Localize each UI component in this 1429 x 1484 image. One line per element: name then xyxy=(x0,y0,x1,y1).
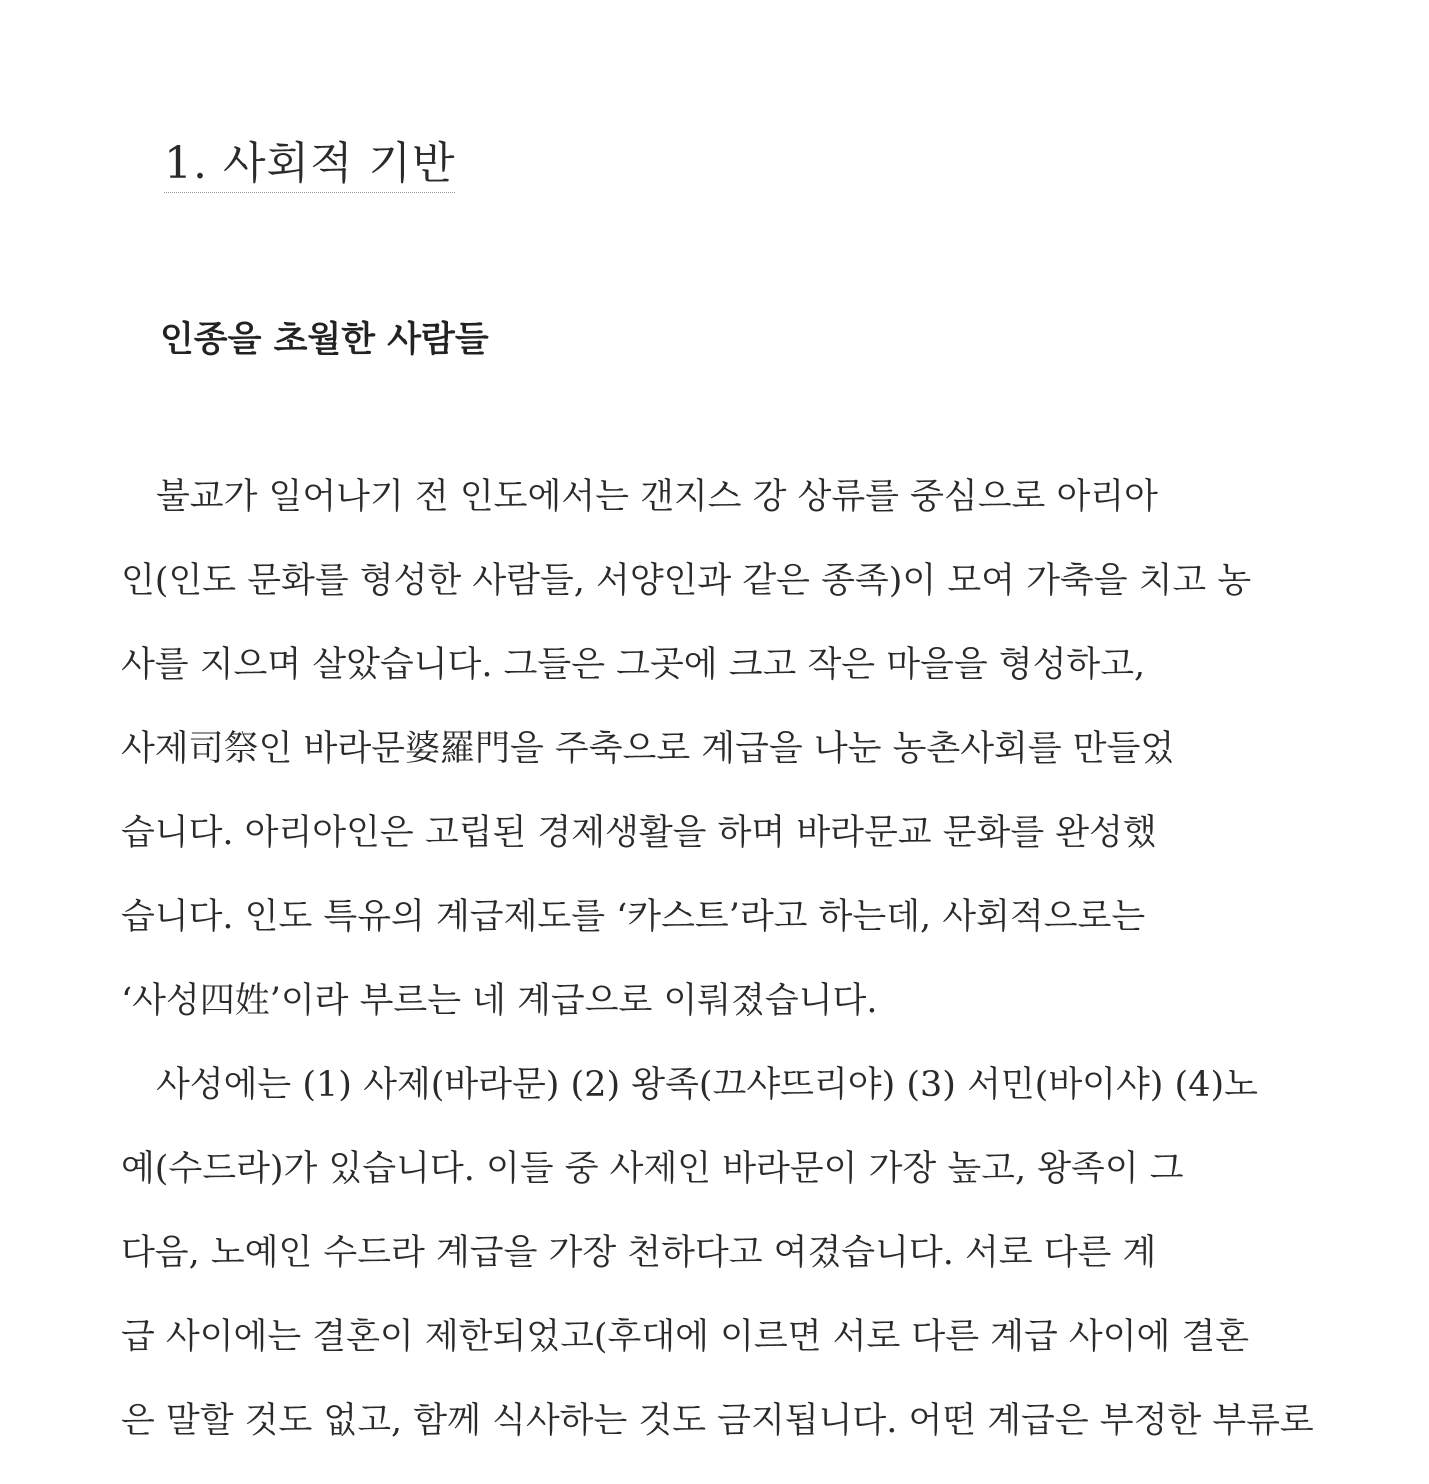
body-text xyxy=(121,455,1333,1463)
body-line: ‘사성四姓’이라 부르는 네 계급으로 이뤄졌습니다. xyxy=(121,981,878,1021)
body-line: 다음, 노예인 수드라 계급을 가장 천하다고 여겼습니다. 서로 다른 계 xyxy=(121,1233,1157,1273)
body-line: 인(인도 문화를 형성한 사람들, 서양인과 같은 종족)이 모여 가축을 치고 농 xyxy=(121,561,1252,601)
body-line: 사제司祭인 바라문婆羅門을 주축으로 계급을 나눈 농촌사회를 만들었 xyxy=(121,729,1175,769)
body-line: 사성에는 (1) 사제(바라문) (2) 왕족(끄샤뜨리야) (3) 서민(바이샤) (4)노 xyxy=(121,1065,1258,1105)
body-line: 불교가 일어나기 전 인도에서는 갠지스 강 상류를 중심으로 아리아 xyxy=(121,477,1158,517)
body-line: 급 사이에는 결혼이 제한되었고(후대에 이르면 서로 다른 계급 사이에 결혼 xyxy=(121,1317,1250,1357)
body-line: 습니다. 아리아인은 고립된 경제생활을 하며 바라문교 문화를 완성했 xyxy=(121,813,1157,853)
body-line: 사를 지으며 살았습니다. 그들은 그곳에 크고 작은 마을을 형성하고, xyxy=(121,645,1146,685)
body-line: 예(수드라)가 있습니다. 이들 중 사제인 바라문이 가장 높고, 왕족이 그 xyxy=(121,1149,1184,1189)
body-line: 은 말할 것도 없고, 함께 식사하는 것도 금지됩니다. 어떤 계급은 부정한 부류로 xyxy=(121,1401,1314,1441)
section-title: 인종을 초월한 사람들 xyxy=(160,320,489,360)
chapter-title: 1. 사회적 기반 xyxy=(164,138,455,193)
body-line: 습니다. 인도 특유의 계급제도를 ‘카스트’라고 하는데, 사회적으로는 xyxy=(121,897,1146,937)
